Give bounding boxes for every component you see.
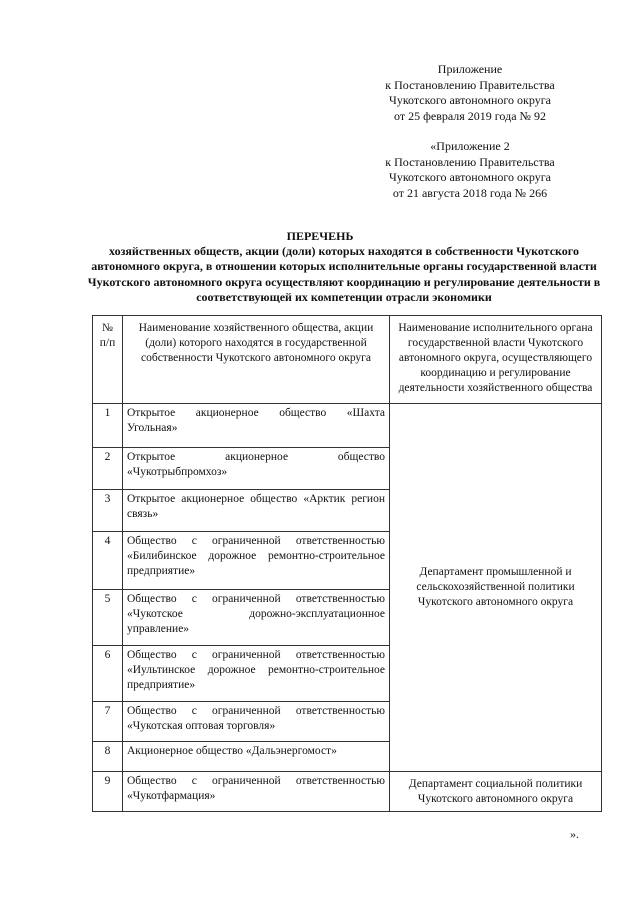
header-department: Наименование исполнительного органа государственной власти Чукотского автономного округа, осуществляющего координацию и регулирование деятельности хозяйственного общества: [390, 316, 602, 404]
appendix-line: Приложение: [437, 62, 503, 76]
table-row: [93, 404, 602, 448]
appendix-line: «Приложение 2: [430, 139, 510, 153]
company-name: Открытое акционерное общество «Чукотрыбпромхоз»: [123, 448, 390, 490]
header-company: Наименование хозяйственного общества, акции (доли) которого находятся в государственной собственности Чукотского автономного округа: [123, 316, 390, 404]
table-header-row: [93, 316, 602, 404]
company-name: Открытое акционерное общество «Шахта Угольная»: [123, 404, 390, 448]
row-number: 4: [93, 532, 123, 590]
department-social: Департамент социальной политики Чукотского автономного округа: [390, 772, 602, 812]
appendix-line: к Постановлению Правительства: [385, 77, 555, 92]
row-number: 1: [93, 404, 123, 448]
company-name: Общество с ограниченной ответственностью «Иультинское дорожное ремонтно-строительное предприятие»: [123, 646, 390, 702]
row-number: 9: [93, 772, 123, 812]
row-number: 3: [93, 490, 123, 532]
header-num: № п/п: [93, 316, 123, 404]
appendix-line: от 25 февраля 2019 года № 92: [394, 108, 546, 123]
company-name: Общество с ограниченной ответственностью «Билибинское дорожное ремонтно-строительное предприятие»: [123, 532, 390, 590]
row-number: 8: [93, 742, 123, 772]
appendix-line: Чукотского автономного округа: [389, 93, 551, 107]
company-name: Открытое акционерное общество «Арктик регион связь»: [123, 490, 390, 532]
company-name: Общество с ограниченной ответственностью «Чукотское дорожно-эксплуатационное управление»: [123, 590, 390, 646]
appendix-line: от 21 августа 2018 года № 266: [392, 185, 548, 200]
table-row: [93, 772, 602, 812]
companies-table: [92, 315, 602, 812]
document-subtitle: хозяйственных обществ, акции (доли) которых находятся в собственности Чукотского автономного округа, в отношении которых исполнительные органы государственной власти Чукотского автономного округа осуществляют координацию и регулирование деятельности в соответствующей их компетенции отрасли экономики: [87, 244, 601, 304]
company-name: Акционерное общество «Дальэнергомост»: [123, 742, 390, 772]
row-number: 7: [93, 702, 123, 742]
appendix-line: к Постановлению Правительства: [385, 154, 555, 169]
quoted-appendix-header: [370, 139, 570, 201]
row-number: 2: [93, 448, 123, 490]
company-name: Общество с ограниченной ответственностью «Чукотфармация»: [123, 772, 390, 812]
row-number: 5: [93, 590, 123, 646]
appendix-line: Чукотского автономного округа: [389, 170, 551, 184]
closing-quote: ».: [570, 827, 579, 841]
department-industry: Департамент промышленной и сельскохозяйственной политики Чукотского автономного округа: [390, 404, 602, 772]
row-number: 6: [93, 646, 123, 702]
appendix-header: [370, 62, 570, 124]
document-title: ПЕРЕЧЕНЬ: [286, 229, 354, 243]
company-name: Общество с ограниченной ответственностью «Чукотская оптовая торговля»: [123, 702, 390, 742]
